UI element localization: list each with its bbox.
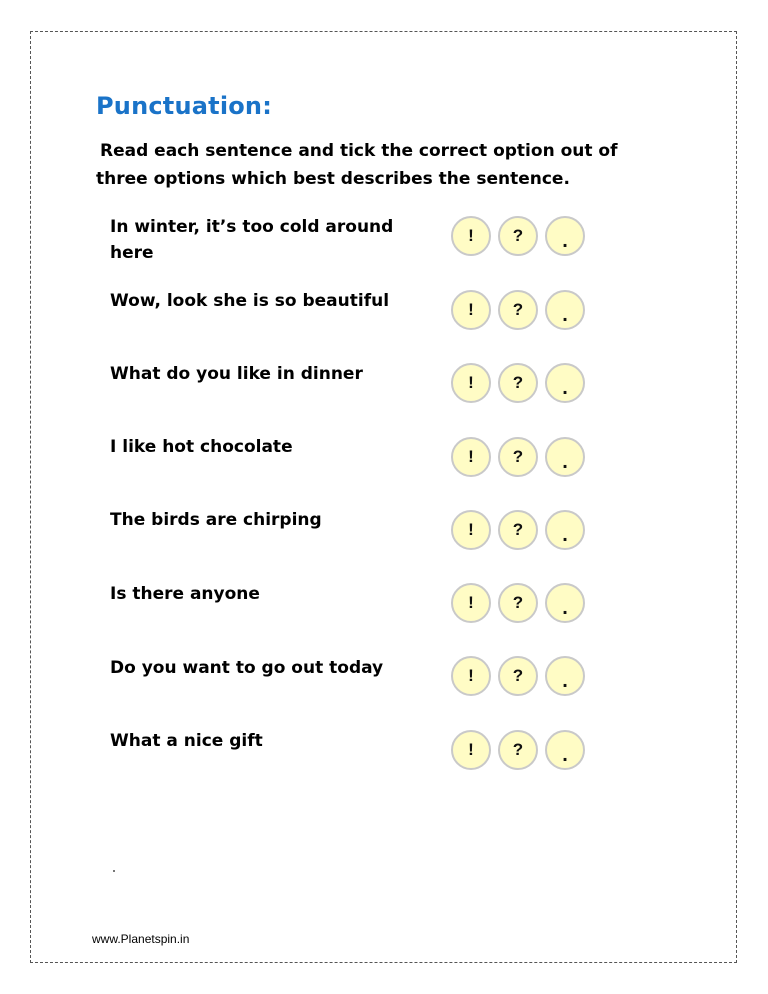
question-6 xyxy=(110,581,410,607)
question-text: Wow, look she is so beautiful xyxy=(110,291,390,311)
question-mark-option[interactable]: ? xyxy=(498,510,538,550)
question-mark-option[interactable]: ? xyxy=(498,290,538,330)
question-mark-option[interactable]: ? xyxy=(498,216,538,256)
question-mark-option[interactable]: ? xyxy=(498,363,538,403)
options-3 xyxy=(451,363,585,403)
exclamation-option[interactable]: ! xyxy=(451,363,491,403)
question-mark-option[interactable]: ? xyxy=(498,583,538,623)
period-option[interactable]: . xyxy=(545,656,585,696)
footer-website: www.Planetspin.in xyxy=(92,932,190,946)
period-option[interactable]: . xyxy=(545,730,585,770)
question-1 xyxy=(110,214,410,266)
options-7 xyxy=(451,656,585,696)
options-1 xyxy=(451,216,585,256)
question-mark-option[interactable]: ? xyxy=(498,730,538,770)
question-4 xyxy=(110,434,410,460)
exclamation-option[interactable]: ! xyxy=(451,656,491,696)
question-text: The birds are chirping xyxy=(110,510,322,530)
question-text: What do you like in dinner xyxy=(110,364,363,384)
period-option[interactable]: . xyxy=(545,216,585,256)
options-8 xyxy=(451,730,585,770)
period-option[interactable]: . xyxy=(545,583,585,623)
instructions-line-1: Read each sentence and tick the correct option out of xyxy=(100,141,618,161)
question-text: In winter, it’s too cold around xyxy=(110,217,394,237)
question-8 xyxy=(110,728,410,754)
options-4 xyxy=(451,437,585,477)
question-mark-option[interactable]: ? xyxy=(498,437,538,477)
exclamation-option[interactable]: ! xyxy=(451,216,491,256)
exclamation-option[interactable]: ! xyxy=(451,290,491,330)
options-5 xyxy=(451,510,585,550)
question-5 xyxy=(110,507,410,533)
instructions-line-2: three options which best describes the sentence. xyxy=(96,169,570,189)
question-text: Is there anyone xyxy=(110,584,260,604)
instructions xyxy=(96,137,636,193)
exclamation-option[interactable]: ! xyxy=(451,437,491,477)
stray-dot xyxy=(113,870,115,872)
question-text-continued: here xyxy=(110,243,154,263)
question-text: I like hot chocolate xyxy=(110,437,293,457)
question-text: Do you want to go out today xyxy=(110,658,384,678)
period-option[interactable]: . xyxy=(545,290,585,330)
options-6 xyxy=(451,583,585,623)
question-text: What a nice gift xyxy=(110,731,263,751)
period-option[interactable]: . xyxy=(545,510,585,550)
exclamation-option[interactable]: ! xyxy=(451,510,491,550)
question-3 xyxy=(110,361,410,387)
period-option[interactable]: . xyxy=(545,437,585,477)
question-2 xyxy=(110,288,410,314)
period-option[interactable]: . xyxy=(545,363,585,403)
question-mark-option[interactable]: ? xyxy=(498,656,538,696)
question-7 xyxy=(110,655,410,681)
options-2 xyxy=(451,290,585,330)
exclamation-option[interactable]: ! xyxy=(451,583,491,623)
worksheet-title: Punctuation: xyxy=(96,92,273,120)
exclamation-option[interactable]: ! xyxy=(451,730,491,770)
